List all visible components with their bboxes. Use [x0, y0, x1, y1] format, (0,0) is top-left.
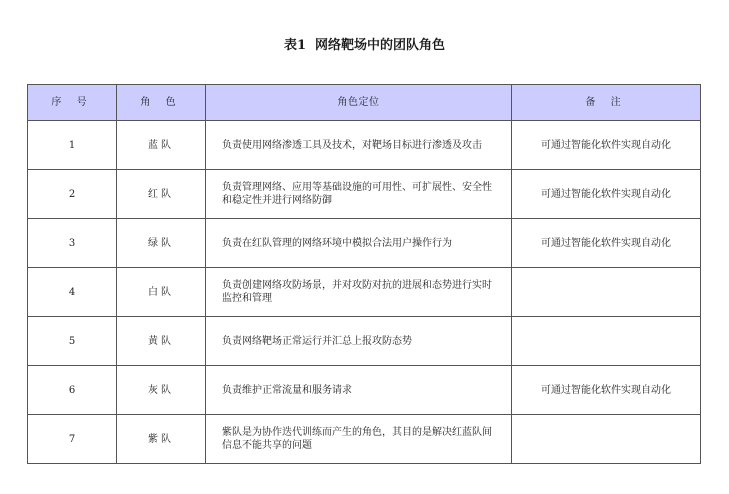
cell-index: 6 [28, 366, 117, 415]
table-row [28, 415, 701, 464]
cell-positioning: 负责使用网络渗透工具及技术，对靶场目标进行渗透及攻击 [206, 121, 512, 170]
cell-note: 可通过智能化软件实现自动化 [512, 366, 701, 415]
table-body [28, 121, 701, 464]
table-row [28, 317, 701, 366]
cell-role: 白队 [117, 268, 206, 317]
cell-positioning: 负责网络靶场正常运行并汇总上报攻防态势 [206, 317, 512, 366]
cell-note: 可通过智能化软件实现自动化 [512, 121, 701, 170]
table-row [28, 268, 701, 317]
header-row [28, 85, 701, 121]
table-title: 网络靶场中的团队角色 [315, 38, 446, 53]
header-index [28, 85, 117, 121]
table-caption [0, 34, 729, 53]
cell-index: 5 [28, 317, 117, 366]
table-row [28, 366, 701, 415]
cell-index: 2 [28, 170, 117, 219]
header-note [512, 85, 701, 121]
header-role-label: 角 色 [140, 97, 182, 108]
header-note-label: 备 注 [585, 97, 627, 108]
cell-index: 4 [28, 268, 117, 317]
cell-positioning: 负责管理网络、应用等基础设施的可用性、可扩展性、安全性和稳定性并进行网络防御 [206, 170, 512, 219]
cell-role: 绿队 [117, 219, 206, 268]
cell-note [512, 317, 701, 366]
table-row [28, 121, 701, 170]
table-row [28, 219, 701, 268]
cell-role: 蓝队 [117, 121, 206, 170]
team-roles-table [27, 84, 701, 464]
cell-positioning: 负责创建网络攻防场景，并对攻防对抗的进展和态势进行实时监控和管理 [206, 268, 512, 317]
cell-index: 3 [28, 219, 117, 268]
cell-note: 可通过智能化软件实现自动化 [512, 170, 701, 219]
header-role [117, 85, 206, 121]
cell-note: 可通过智能化软件实现自动化 [512, 219, 701, 268]
cell-note [512, 268, 701, 317]
cell-role: 灰队 [117, 366, 206, 415]
cell-role: 黄队 [117, 317, 206, 366]
cell-positioning: 负责维护正常流量和服务请求 [206, 366, 512, 415]
cell-positioning: 紫队是为协作迭代训练而产生的角色，其目的是解决红蓝队间信息不能共享的问题 [206, 415, 512, 464]
table-row [28, 170, 701, 219]
table-number: 表1 [283, 38, 307, 53]
cell-role: 紫队 [117, 415, 206, 464]
table-header [28, 85, 701, 121]
cell-index: 1 [28, 121, 117, 170]
cell-role: 红队 [117, 170, 206, 219]
header-positioning [206, 85, 512, 121]
cell-index: 7 [28, 415, 117, 464]
header-positioning-label: 角色定位 [337, 97, 380, 108]
cell-positioning: 负责在红队管理的网络环境中模拟合法用户操作行为 [206, 219, 512, 268]
cell-note [512, 415, 701, 464]
header-index-label: 序 号 [51, 97, 93, 108]
